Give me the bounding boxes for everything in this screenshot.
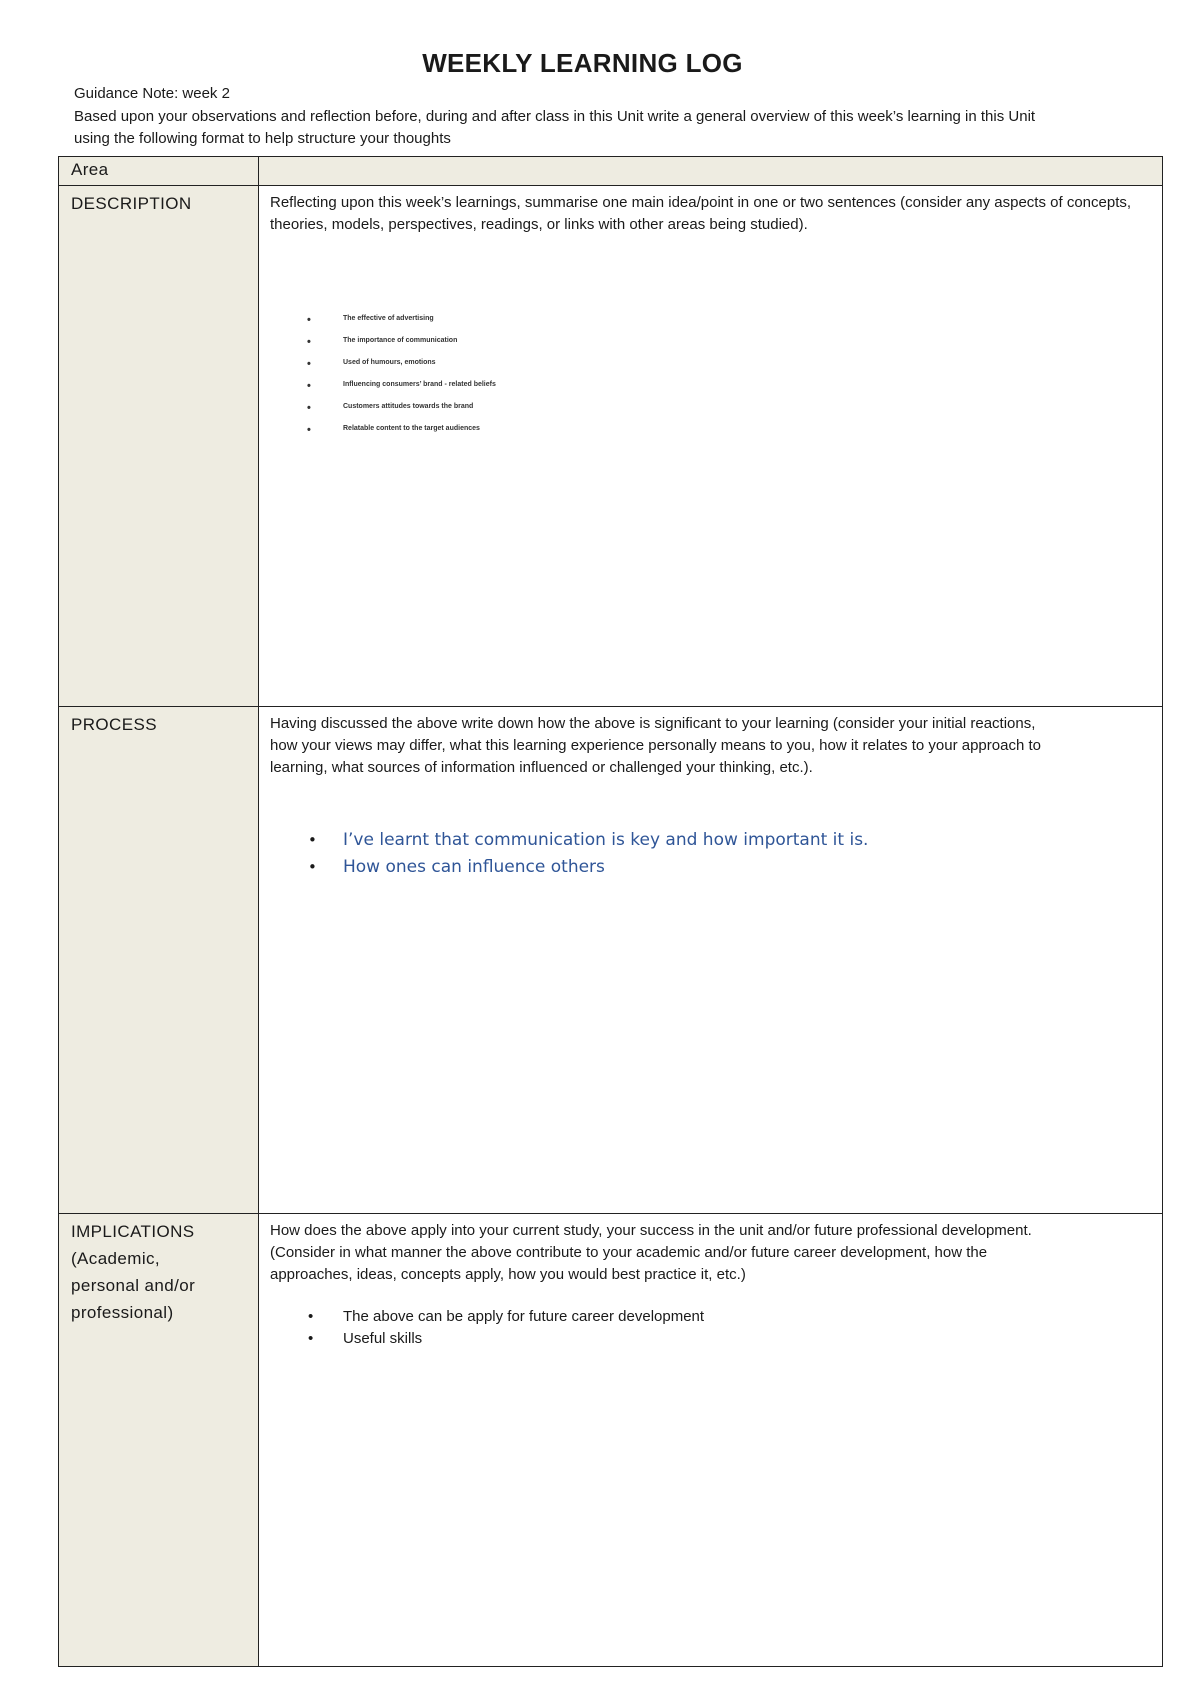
table-row-process	[59, 707, 1163, 1214]
implications-prompt-line-2: (Consider in what manner the above contribute to your academic and/or future career development, how the	[270, 1244, 988, 1261]
list-item: • Customers attitudes towards the brand	[270, 396, 1162, 418]
process-prompt-line-2: how your views may differ, what this learning experience personally means to you, how it relates to your approach to	[270, 737, 1041, 754]
implications-label-line-2: (Academic,	[71, 1249, 161, 1268]
list-item: • Relatable content to the target audiences	[270, 418, 1162, 440]
bullet-icon: •	[307, 336, 311, 348]
description-prompt-line-1: Reflecting upon this week’s learnings, summarise one main idea/point in one or two sentences (consider any aspects of concepts,	[270, 194, 1132, 211]
bullet-icon: •	[307, 402, 311, 414]
content-cell-implications[interactable]	[259, 1214, 1163, 1667]
guidance-line-2: using the following format to help structure your thoughts	[74, 130, 451, 147]
bullet-icon: •	[308, 1330, 314, 1347]
bullet-icon: •	[308, 858, 317, 876]
area-label-process: PROCESS	[59, 707, 259, 1214]
implications-prompt-line-1: How does the above apply into your current study, your success in the unit and/or future professional development.	[270, 1222, 1032, 1239]
area-label-description: DESCRIPTION	[59, 186, 259, 707]
list-item: • How ones can influence others	[270, 854, 1162, 881]
list-item: • The effective of advertising	[270, 308, 1162, 330]
description-bullet-list	[270, 308, 1162, 440]
bullet-icon: •	[307, 314, 311, 326]
implications-bullet-list	[270, 1306, 1162, 1350]
page-title: WEEKLY LEARNING LOG	[422, 48, 743, 78]
list-item: • The importance of communication	[270, 330, 1162, 352]
process-prompt-line-1: Having discussed the above write down how the above is significant to your learning (consider your initial reactions,	[270, 715, 1036, 732]
area-label-implications	[59, 1214, 259, 1667]
process-bullet-list	[270, 827, 1162, 881]
list-item: • Useful skills	[270, 1328, 1162, 1350]
table-row-description	[59, 186, 1163, 707]
guidance-section	[74, 83, 1164, 151]
implications-label-line-3: personal and/or	[71, 1276, 196, 1295]
content-cell-process[interactable]	[259, 707, 1163, 1214]
table-header-row	[59, 157, 1163, 186]
header-content-cell	[259, 157, 1163, 186]
guidance-line-1: Based upon your observations and reflection before, during and after class in this Unit write a general overview of this week’s learning in this Unit	[74, 107, 1036, 125]
header-area-cell: Area	[59, 157, 259, 186]
content-cell-description[interactable]	[259, 186, 1163, 707]
list-item: • I’ve learnt that communication is key and how important it is.	[270, 827, 1162, 854]
bullet-icon: •	[307, 380, 311, 392]
implications-label-line-4: professional)	[71, 1303, 174, 1322]
list-item: • Used of humours, emotions	[270, 352, 1162, 374]
description-prompt-line-2: theories, models, perspectives, readings, or links with other areas being studied).	[270, 216, 808, 233]
bullet-icon: •	[307, 358, 311, 370]
list-item: • Influencing consumers’ brand - related beliefs	[270, 374, 1162, 396]
learning-log-table	[58, 156, 1163, 1667]
guidance-note: Guidance Note: week 2	[74, 85, 230, 102]
bullet-icon: •	[307, 424, 311, 436]
table-row-implications	[59, 1214, 1163, 1667]
bullet-icon: •	[308, 1308, 314, 1325]
implications-label-line-1: IMPLICATIONS	[71, 1222, 195, 1241]
implications-prompt-line-3: approaches, ideas, concepts apply, how you would best practice it, etc.)	[270, 1266, 746, 1283]
process-prompt-line-3: learning, what sources of information influenced or challenged your thinking, etc.).	[270, 759, 813, 776]
bullet-icon: •	[308, 831, 317, 849]
list-item: • The above can be apply for future career development	[270, 1306, 1162, 1328]
